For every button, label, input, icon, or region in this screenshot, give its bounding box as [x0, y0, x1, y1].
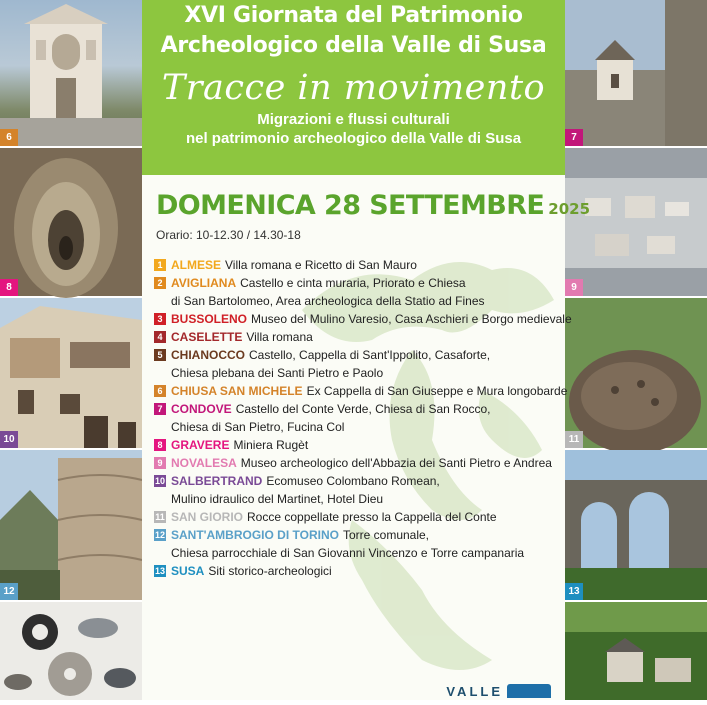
- chapel-image: [0, 0, 142, 146]
- photo-number-badge: 13: [565, 583, 583, 600]
- photo-mountain-chapel[interactable]: [565, 602, 707, 700]
- logo-mark-icon: [507, 684, 551, 698]
- chapel-mountain-image: [565, 602, 707, 700]
- site-number-badge: 11: [155, 512, 165, 522]
- house-image: [0, 298, 142, 448]
- site-description: Castello e cinta muraria, Priorato e Chiesa: [240, 276, 466, 290]
- site-number-badge: 1: [154, 259, 166, 271]
- photo-stone-artifacts[interactable]: [0, 602, 142, 700]
- site-item: [154, 256, 559, 274]
- site-town: CONDOVE: [171, 402, 232, 416]
- site-town: CHIUSA SAN MICHELE: [171, 384, 303, 398]
- site-item-continued: [154, 490, 559, 508]
- site-town: ALMESE: [171, 258, 222, 272]
- title-line-1: XVI Giornata del Patrimonio: [184, 3, 523, 28]
- date-year: 2025: [548, 200, 591, 218]
- site-town: CASELETTE: [171, 330, 243, 344]
- site-town: NOVALESA: [171, 456, 237, 470]
- site-item: [154, 346, 559, 364]
- photo-number-badge: 8: [0, 279, 18, 296]
- site-number-badge: 6: [154, 385, 166, 397]
- site-number-badge: 4: [154, 331, 166, 343]
- site-description: Mulino idraulico del Martinet, Hotel Dieu: [171, 492, 384, 506]
- site-number-badge: 2: [154, 277, 166, 289]
- site-town: AVIGLIANA: [171, 276, 237, 290]
- site-item-continued: [154, 364, 559, 382]
- title-banner: [142, 0, 565, 175]
- site-item: [154, 400, 559, 418]
- site-description: Chiesa di San Pietro, Fucina Col: [171, 420, 345, 434]
- site-town: SUSA: [171, 564, 205, 578]
- site-number-badge: 13: [154, 566, 165, 576]
- site-item: [154, 310, 572, 328]
- photo-number-badge: 7: [565, 129, 583, 146]
- photo-number-badge: 11: [565, 431, 583, 448]
- site-description: Villa romana: [246, 330, 313, 344]
- photo-number-badge: 9: [565, 279, 583, 296]
- site-description: Villa romana e Ricetto di San Mauro: [225, 258, 417, 272]
- subtitle-line-1: Migrazioni e flussi culturali: [257, 111, 450, 128]
- site-town: SANT'AMBROGIO DI TORINO: [171, 528, 339, 542]
- site-description: Castello, Cappella di Sant'Ippolito, Casaforte,: [249, 348, 491, 362]
- event-date: [156, 190, 590, 221]
- right-photo-column: [565, 0, 707, 700]
- date-text: DOMENICA 28 SETTEMBRE: [156, 190, 545, 221]
- valle-logo: [446, 682, 551, 700]
- site-item-continued: [154, 418, 559, 436]
- site-description: Museo archeologico dell'Abbazia dei Santi Pietro e Andrea: [240, 456, 552, 470]
- photo-round-tower[interactable]: [0, 450, 142, 600]
- logo-text: VALLE: [446, 683, 503, 699]
- site-description: Miniera Rugèt: [233, 438, 309, 452]
- photo-museum-case[interactable]: [565, 148, 707, 296]
- site-item: [154, 472, 559, 490]
- site-number-badge: 7: [154, 403, 166, 415]
- site-description: Chiesa parrocchiale di San Giovanni Vincenzo e Torre campanaria: [171, 546, 525, 560]
- site-number-badge: 9: [154, 457, 166, 469]
- site-item: [154, 436, 559, 454]
- left-photo-column: [0, 0, 142, 700]
- church-image: [565, 0, 707, 146]
- site-description: Castello del Conte Verde, Chiesa di San Rocco,: [235, 402, 491, 416]
- arches-image: [565, 450, 707, 600]
- site-town: SAN GIORIO: [171, 510, 244, 524]
- title-line-2: Archeologico della Valle di Susa: [160, 33, 547, 58]
- site-number-badge: 10: [154, 476, 165, 486]
- site-town: SALBERTRAND: [171, 474, 263, 488]
- site-item: [154, 274, 559, 292]
- site-description: Torre comunale,: [342, 528, 430, 542]
- site-description: Ex Cappella di San Giuseppe e Mura longobarde: [306, 384, 568, 398]
- site-item: [154, 562, 559, 580]
- site-town: GRAVERE: [171, 438, 230, 452]
- tagline: Tracce in movimento: [161, 68, 546, 108]
- photo-number-badge: 10: [0, 431, 18, 448]
- museum-image: [565, 148, 707, 296]
- sites-list: [154, 256, 572, 580]
- subtitle-line-2: nel patrimonio archeologico della Valle di Susa: [185, 130, 522, 147]
- site-item: [154, 526, 559, 544]
- site-description: Museo del Mulino Varesio, Casa Aschieri e Borgo medievale: [251, 312, 572, 326]
- artifacts-image: [0, 602, 142, 700]
- site-description: Ecomuseo Colombano Romean,: [266, 474, 440, 488]
- site-item: [154, 508, 559, 526]
- site-item-continued: [154, 292, 559, 310]
- photo-mine-tunnel[interactable]: [0, 148, 142, 296]
- site-item: [154, 328, 559, 346]
- site-item-continued: [154, 544, 559, 562]
- site-number-badge: 8: [154, 439, 166, 451]
- photo-number-badge: 12: [0, 583, 18, 600]
- rock-image: [565, 298, 707, 448]
- tunnel-image: [0, 148, 142, 296]
- site-town: CHIANOCCO: [171, 348, 245, 362]
- photo-chapel[interactable]: [0, 0, 142, 146]
- photo-frescoed-house[interactable]: [0, 298, 142, 448]
- site-description: Siti storico-archeologici: [208, 564, 332, 578]
- tower-image: [0, 450, 142, 600]
- site-number-badge: 12: [154, 530, 165, 540]
- photo-number-badge: 6: [0, 129, 18, 146]
- site-description: Chiesa plebana dei Santi Pietro e Paolo: [171, 366, 384, 380]
- photo-church-ruin[interactable]: [565, 0, 707, 146]
- site-number-badge: 5: [154, 349, 166, 361]
- site-item: [154, 454, 559, 472]
- photo-roman-arches[interactable]: [565, 450, 707, 600]
- opening-hours: Orario: 10-12.30 / 14.30-18: [156, 228, 301, 242]
- site-town: BUSSOLENO: [171, 312, 248, 326]
- site-description: Rocce coppellate presso la Cappella del Conte: [247, 510, 497, 524]
- center-panel: [142, 0, 591, 700]
- photo-cupmarked-rock[interactable]: [565, 298, 707, 448]
- site-description: di San Bartolomeo, Area archeologica della Statio ad Fines: [171, 294, 485, 308]
- site-item: [154, 382, 568, 400]
- site-number-badge: 3: [154, 313, 166, 325]
